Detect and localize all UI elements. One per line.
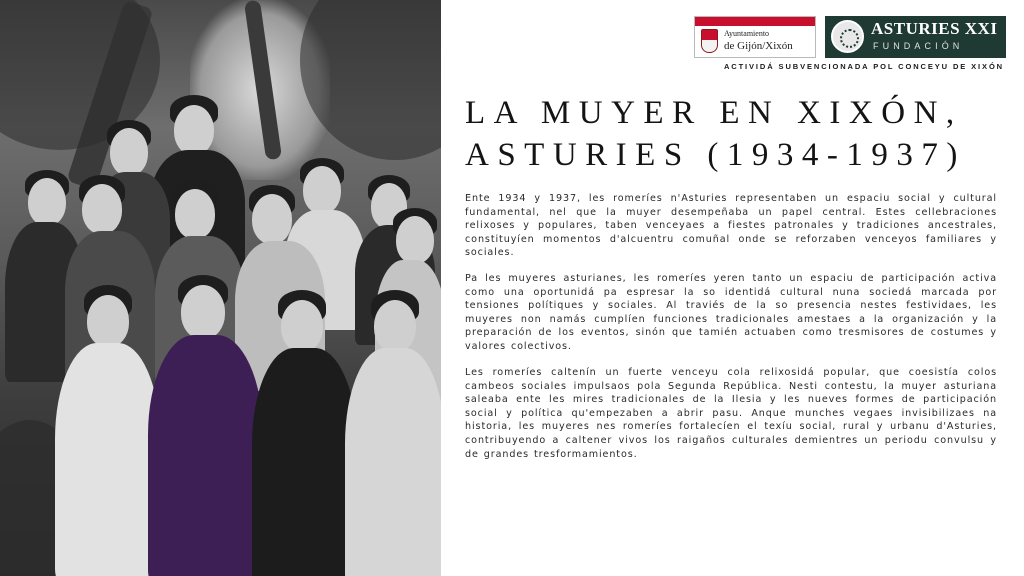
seal-icon [831, 20, 864, 53]
fundacion-name: ASTURIES XXI [871, 19, 998, 38]
historical-group-photo [0, 0, 441, 576]
asturies-xxi-logo [825, 16, 1006, 58]
paragraph-1: Ente 1934 y 1937, les romeríes n'Asturies representaben un espaciu social y cultural fundamental, nel que la muyer desempeñaba un papel central. Estes cellebraciones relixoses y populares, taben venceyaes a fiestes patronales y tradiciones ancestrales, constituyíen momentos d'alcuentru comuñal onde se reforzaben venceyos familiares y sociales. [465, 193, 997, 259]
page-title [465, 92, 1005, 176]
gijon-logo-line2: de Gijón/Xixón [724, 40, 793, 52]
paragraph-2: Pa les muyeres asturianes, les romeríes yeren tanto un espaciu de participación activa como una oportunidá pa espresar la so identidá cultural nuna sociedá marcada por tensiones polítiques y sociales. Al traviés de la so presencia nestes festividaes, les muyeres non namás cumplíen funciones tradicionales amestaes a la organización y la preparación de los eventos, sinón que tamién actuaben como tresmisores de costumes y valores colectivos. [465, 273, 997, 352]
sponsor-logos [694, 16, 1006, 58]
title-line-1: LA MUYER EN XIXÓN, [465, 95, 963, 131]
gijon-logo-red-bar [695, 17, 815, 26]
gijon-logo-line1: Ayuntamiento [724, 29, 770, 38]
fundacion-subtitle: FUNDACIÓN [873, 41, 964, 51]
gijon-council-logo [694, 16, 816, 58]
title-line-2: ASTURIES (1934-1937) [465, 137, 966, 173]
crest-icon [701, 29, 718, 53]
paragraph-3: Les romeríes caltenín un fuerte venceyu cola relixosidá popular, que coesistía colos cambeos sociales impulsaos pola Segunda República. Nesti contestu, la muyer asturiana saleaba ente les mires tradicionales de la Ilesia y les nueves formes de participación social y política qu'empezaben a abrir pasu. Anque munches vegaes invisibilizaes na historia, les muyeres nes romeríes fortalecíen el texíu social, rural y urbanu d'Asturies, contribuyendo a caltener vivos los raigaños culturales demientres un periodu convulsu y de grandes tresformamientos. [465, 367, 997, 460]
subvention-notice: ACTIVIDÁ SUBVENCIONADA POL CONCEYU DE XIXÓN [723, 62, 1004, 71]
